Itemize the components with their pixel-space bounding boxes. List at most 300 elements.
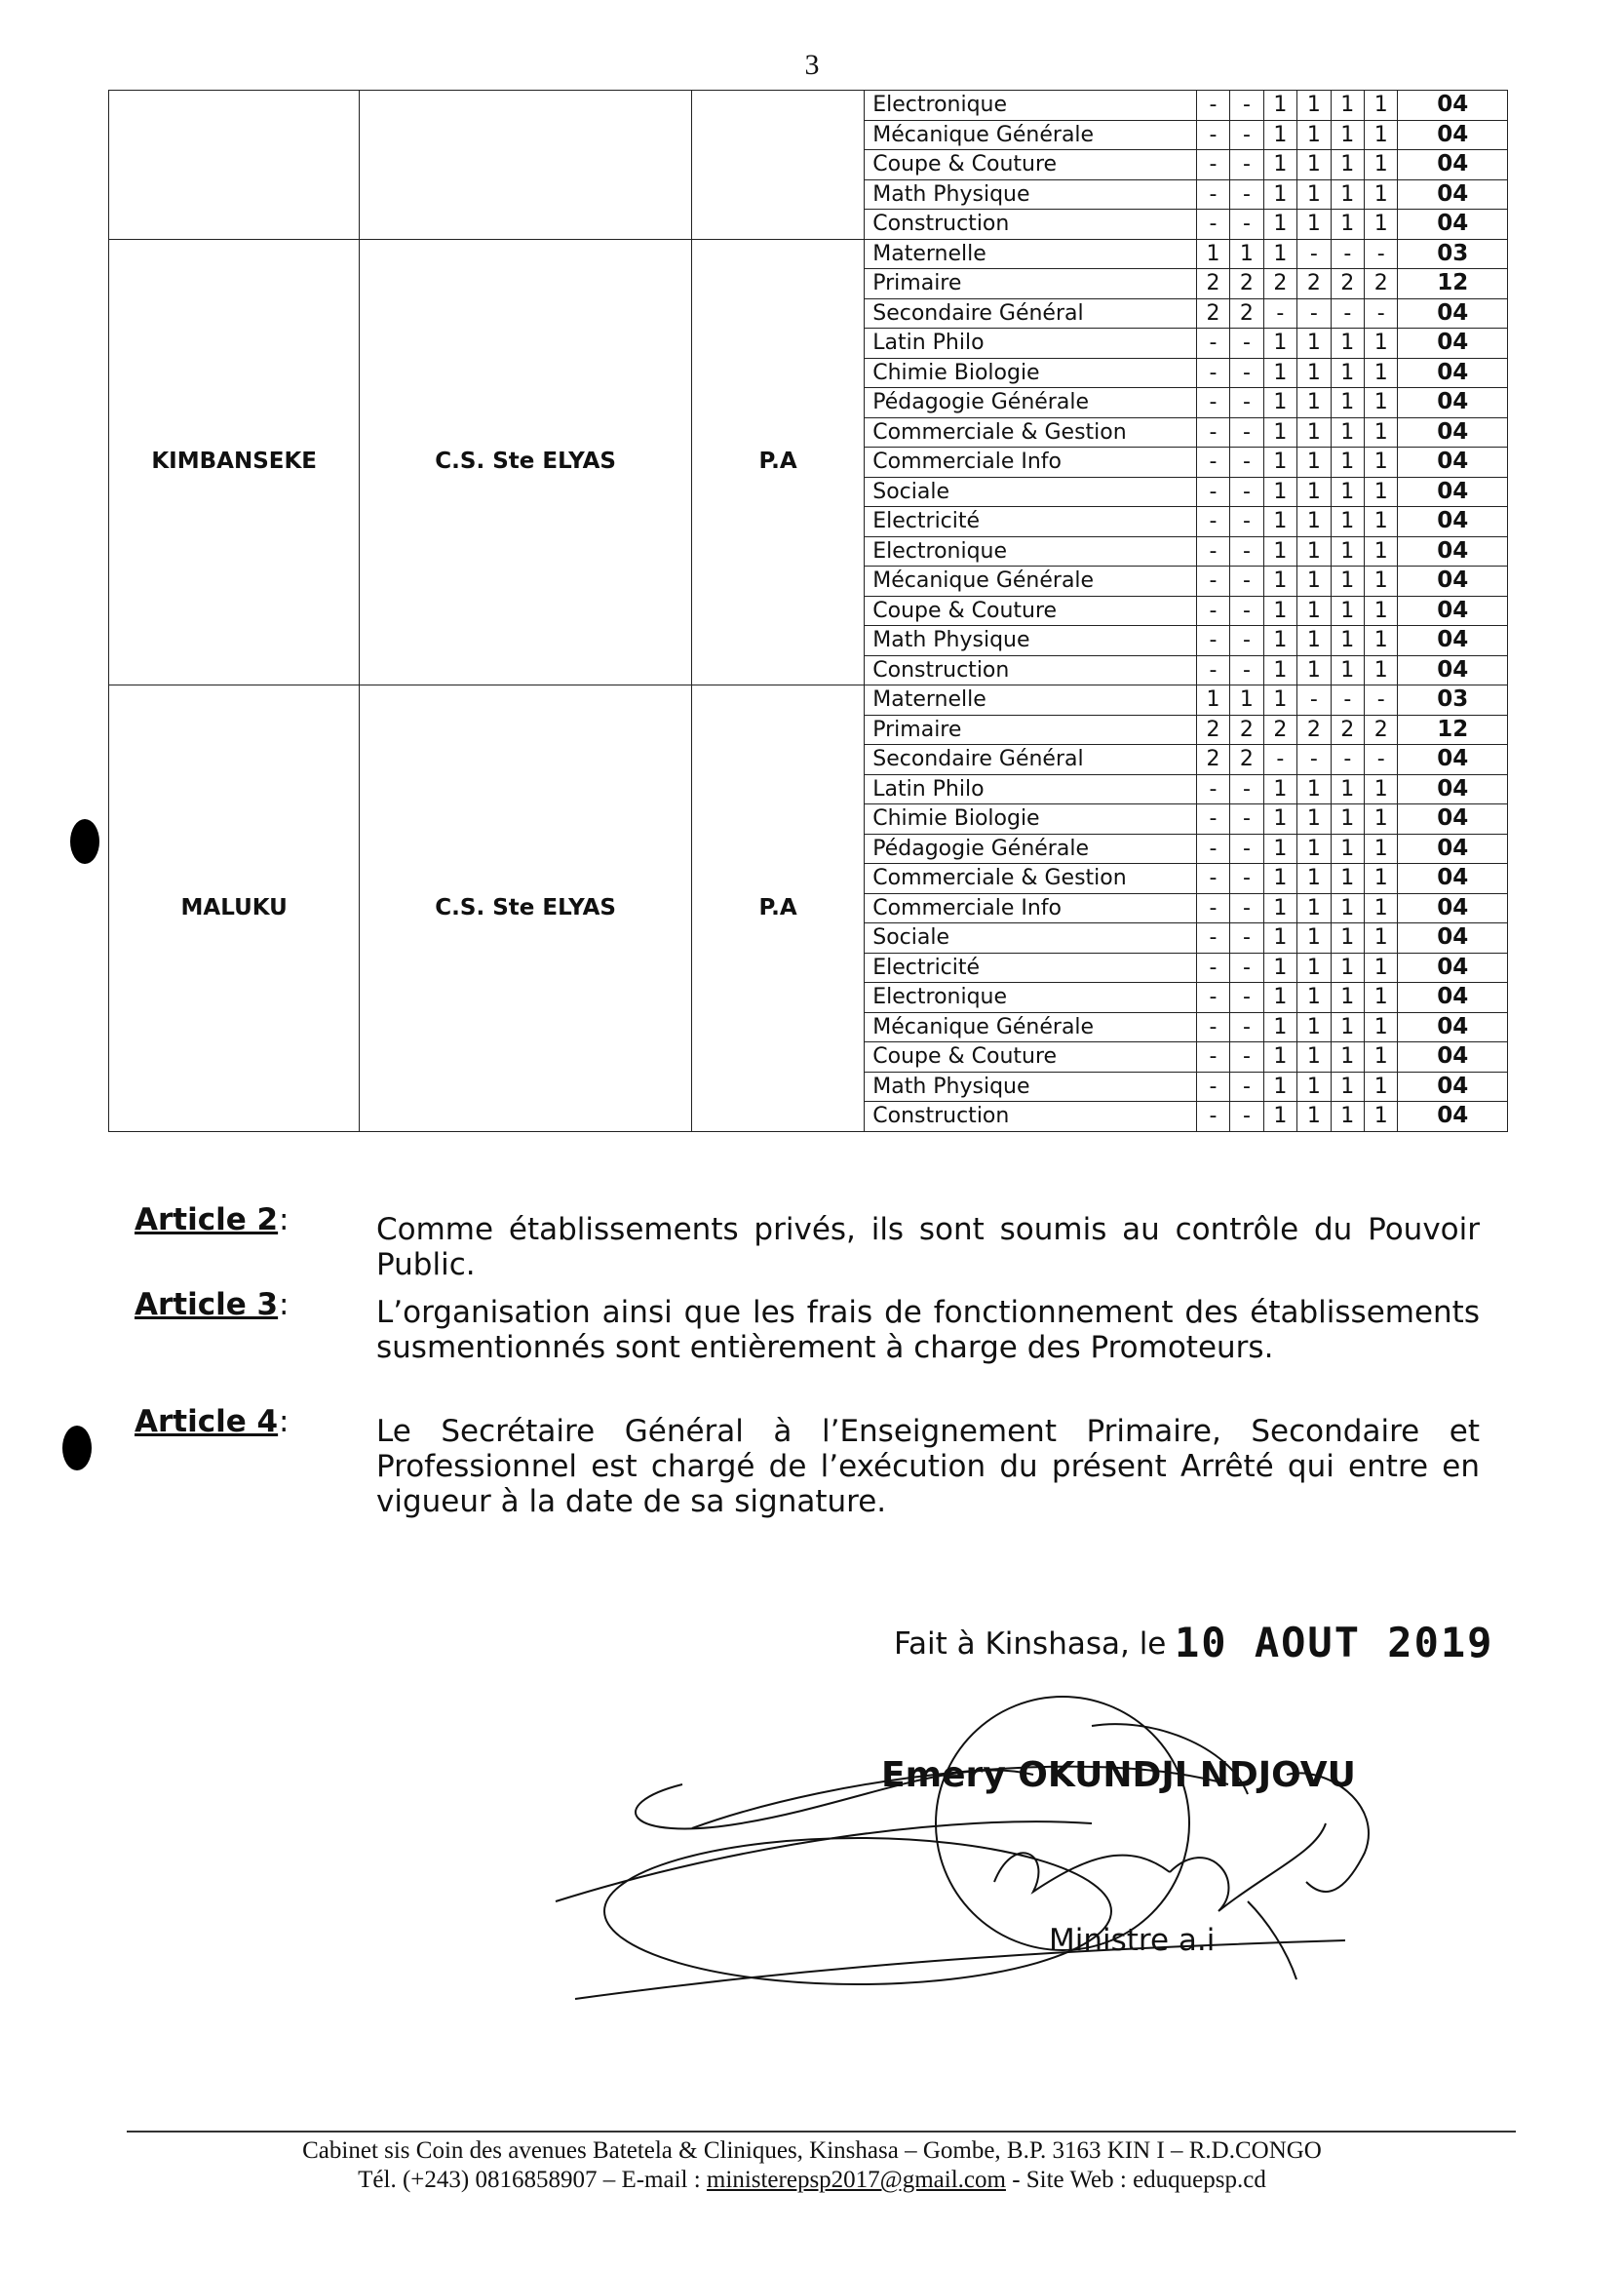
total-cell: 04: [1398, 1012, 1508, 1042]
class-count-cell: 1: [1365, 804, 1398, 835]
class-count-cell: 1: [1297, 507, 1331, 537]
class-count-cell: -: [1196, 358, 1229, 388]
class-count-cell: -: [1196, 596, 1229, 626]
class-count-cell: 1: [1365, 596, 1398, 626]
class-count-cell: -: [1365, 298, 1398, 329]
class-count-cell: -: [1196, 388, 1229, 418]
class-count-cell: 1: [1331, 864, 1364, 894]
class-count-cell: 1: [1365, 417, 1398, 448]
class-count-cell: -: [1196, 536, 1229, 567]
class-count-cell: 1: [1196, 239, 1229, 269]
class-count-cell: 1: [1331, 596, 1364, 626]
class-count-cell: 1: [1365, 477, 1398, 507]
class-count-cell: -: [1365, 745, 1398, 775]
class-count-cell: -: [1196, 507, 1229, 537]
class-count-cell: -: [1230, 388, 1263, 418]
class-count-cell: 1: [1297, 329, 1331, 359]
class-count-cell: 1: [1331, 774, 1364, 804]
class-count-cell: 1: [1297, 655, 1331, 685]
class-count-cell: 1: [1365, 567, 1398, 597]
class-count-cell: -: [1297, 239, 1331, 269]
class-count-cell: -: [1230, 448, 1263, 478]
total-cell: 04: [1398, 507, 1508, 537]
total-cell: 04: [1398, 893, 1508, 923]
class-count-cell: 2: [1230, 715, 1263, 745]
regime-cell: [691, 91, 864, 240]
class-count-cell: 1: [1263, 179, 1296, 210]
class-count-cell: 1: [1365, 953, 1398, 983]
option-cell: Mécanique Générale: [865, 1012, 1197, 1042]
punch-hole: [62, 1426, 92, 1470]
class-count-cell: -: [1230, 1012, 1263, 1042]
class-count-cell: 1: [1263, 477, 1296, 507]
class-count-cell: 1: [1263, 120, 1296, 150]
class-count-cell: -: [1196, 417, 1229, 448]
total-cell: 04: [1398, 745, 1508, 775]
class-count-cell: 1: [1263, 239, 1296, 269]
footer-email-link[interactable]: ministerepsp2017@gmail.com: [706, 2167, 1006, 2193]
class-count-cell: -: [1230, 596, 1263, 626]
total-cell: 04: [1398, 834, 1508, 864]
class-count-cell: 1: [1331, 1102, 1364, 1132]
class-count-cell: 1: [1365, 507, 1398, 537]
total-cell: 04: [1398, 536, 1508, 567]
class-count-cell: 1: [1365, 1072, 1398, 1102]
class-count-cell: 1: [1365, 774, 1398, 804]
class-count-cell: 1: [1263, 417, 1296, 448]
total-cell: 03: [1398, 685, 1508, 716]
class-count-cell: 1: [1331, 150, 1364, 180]
option-cell: Commerciale & Gestion: [865, 864, 1197, 894]
total-cell: 04: [1398, 655, 1508, 685]
class-count-cell: -: [1196, 477, 1229, 507]
class-count-cell: 1: [1263, 1102, 1296, 1132]
footer-contact: [0, 2167, 1624, 2194]
class-count-cell: 1: [1263, 953, 1296, 983]
class-count-cell: -: [1230, 983, 1263, 1013]
option-cell: Secondaire Général: [865, 745, 1197, 775]
class-count-cell: 1: [1297, 567, 1331, 597]
class-count-cell: 1: [1331, 120, 1364, 150]
option-cell: Chimie Biologie: [865, 804, 1197, 835]
class-count-cell: -: [1230, 626, 1263, 656]
class-count-cell: -: [1230, 507, 1263, 537]
total-cell: 04: [1398, 448, 1508, 478]
class-count-cell: 1: [1297, 120, 1331, 150]
class-count-cell: 1: [1331, 417, 1364, 448]
class-count-cell: 1: [1297, 774, 1331, 804]
class-count-cell: 2: [1230, 298, 1263, 329]
class-count-cell: 1: [1331, 1012, 1364, 1042]
class-count-cell: 1: [1196, 685, 1229, 716]
class-count-cell: 1: [1365, 983, 1398, 1013]
class-count-cell: 1: [1263, 626, 1296, 656]
class-count-cell: -: [1196, 774, 1229, 804]
option-cell: Latin Philo: [865, 774, 1197, 804]
class-count-cell: -: [1230, 179, 1263, 210]
total-cell: 04: [1398, 210, 1508, 240]
class-count-cell: -: [1196, 567, 1229, 597]
option-cell: Coupe & Couture: [865, 150, 1197, 180]
class-count-cell: 1: [1331, 655, 1364, 685]
footer-address: Cabinet sis Coin des avenues Batetela & Cliniques, Kinshasa – Gombe, B.P. 3163 KIN I – R.D.CONGO: [302, 2137, 1322, 2164]
class-count-cell: 1: [1297, 834, 1331, 864]
class-count-cell: -: [1230, 834, 1263, 864]
class-count-cell: -: [1263, 745, 1296, 775]
class-count-cell: -: [1196, 834, 1229, 864]
class-count-cell: 1: [1365, 834, 1398, 864]
class-count-cell: 1: [1365, 150, 1398, 180]
class-count-cell: 1: [1297, 1102, 1331, 1132]
class-count-cell: -: [1196, 893, 1229, 923]
class-count-cell: -: [1230, 91, 1263, 121]
class-count-cell: 1: [1230, 685, 1263, 716]
class-count-cell: 1: [1263, 923, 1296, 954]
option-cell: Pédagogie Générale: [865, 388, 1197, 418]
class-count-cell: 1: [1297, 477, 1331, 507]
date-stamp: 10 AOUT 2019: [1175, 1619, 1494, 1666]
class-count-cell: -: [1230, 1042, 1263, 1073]
table-row: [109, 685, 1508, 716]
article-2-colon: :: [279, 1202, 290, 1237]
class-count-cell: 2: [1297, 715, 1331, 745]
class-count-cell: 1: [1263, 864, 1296, 894]
class-count-cell: -: [1230, 329, 1263, 359]
class-count-cell: 1: [1365, 1012, 1398, 1042]
option-cell: Construction: [865, 210, 1197, 240]
option-cell: Primaire: [865, 715, 1197, 745]
class-count-cell: 1: [1331, 1072, 1364, 1102]
class-count-cell: -: [1196, 150, 1229, 180]
class-count-cell: 1: [1297, 596, 1331, 626]
class-count-cell: 1: [1263, 536, 1296, 567]
class-count-cell: -: [1331, 239, 1364, 269]
class-count-cell: 1: [1331, 448, 1364, 478]
class-count-cell: -: [1297, 298, 1331, 329]
total-cell: 04: [1398, 923, 1508, 954]
page-number: 3: [804, 49, 820, 81]
article-3-label: Article 3: [135, 1287, 279, 1322]
option-cell: Commerciale Info: [865, 448, 1197, 478]
option-cell: Electricité: [865, 507, 1197, 537]
class-count-cell: -: [1196, 210, 1229, 240]
class-count-cell: -: [1365, 239, 1398, 269]
class-count-cell: 1: [1297, 626, 1331, 656]
option-cell: Construction: [865, 1102, 1197, 1132]
table-row: [109, 91, 1508, 121]
place-date: Fait à Kinshasa, le: [894, 1626, 1167, 1662]
class-count-cell: 1: [1263, 685, 1296, 716]
class-count-cell: -: [1230, 120, 1263, 150]
total-cell: 04: [1398, 388, 1508, 418]
class-count-cell: 1: [1365, 923, 1398, 954]
class-count-cell: 1: [1297, 448, 1331, 478]
class-count-cell: 1: [1297, 417, 1331, 448]
total-cell: 04: [1398, 567, 1508, 597]
total-cell: 04: [1398, 179, 1508, 210]
class-count-cell: 1: [1331, 923, 1364, 954]
class-count-cell: 1: [1297, 91, 1331, 121]
class-count-cell: 1: [1263, 329, 1296, 359]
class-count-cell: 1: [1365, 864, 1398, 894]
class-count-cell: -: [1196, 1042, 1229, 1073]
option-cell: Secondaire Général: [865, 298, 1197, 329]
class-count-cell: 1: [1365, 536, 1398, 567]
class-count-cell: 1: [1331, 477, 1364, 507]
option-cell: Math Physique: [865, 179, 1197, 210]
option-cell: Mécanique Générale: [865, 567, 1197, 597]
class-count-cell: 1: [1331, 1042, 1364, 1073]
class-count-cell: -: [1331, 745, 1364, 775]
total-cell: 04: [1398, 1072, 1508, 1102]
total-cell: 04: [1398, 596, 1508, 626]
option-cell: Commerciale Info: [865, 893, 1197, 923]
class-count-cell: -: [1196, 179, 1229, 210]
total-cell: 04: [1398, 120, 1508, 150]
class-count-cell: 1: [1297, 150, 1331, 180]
handwritten-signature: [546, 1658, 1462, 2028]
class-count-cell: -: [1297, 745, 1331, 775]
class-count-cell: 2: [1331, 269, 1364, 299]
class-count-cell: -: [1230, 567, 1263, 597]
option-cell: Sociale: [865, 477, 1197, 507]
total-cell: 04: [1398, 983, 1508, 1013]
footer-website: - Site Web : eduquepsp.cd: [1005, 2167, 1266, 2193]
class-count-cell: 1: [1365, 179, 1398, 210]
class-count-cell: 1: [1297, 358, 1331, 388]
school-cell: C.S. Ste ELYAS: [360, 685, 692, 1132]
class-count-cell: 1: [1331, 536, 1364, 567]
district-cell: MALUKU: [109, 685, 360, 1132]
option-cell: Math Physique: [865, 626, 1197, 656]
class-count-cell: 2: [1365, 715, 1398, 745]
school-cell: [360, 91, 692, 240]
option-cell: Pédagogie Générale: [865, 834, 1197, 864]
class-count-cell: 1: [1263, 1042, 1296, 1073]
class-count-cell: 1: [1263, 150, 1296, 180]
class-count-cell: -: [1230, 150, 1263, 180]
option-cell: Primaire: [865, 269, 1197, 299]
option-cell: Commerciale & Gestion: [865, 417, 1197, 448]
district-cell: KIMBANSEKE: [109, 239, 360, 685]
total-cell: 12: [1398, 269, 1508, 299]
class-count-cell: -: [1230, 417, 1263, 448]
class-count-cell: 1: [1365, 358, 1398, 388]
class-count-cell: -: [1230, 923, 1263, 954]
class-count-cell: -: [1230, 893, 1263, 923]
total-cell: 04: [1398, 298, 1508, 329]
option-cell: Mécanique Générale: [865, 120, 1197, 150]
class-count-cell: 1: [1263, 893, 1296, 923]
footer-divider: [127, 2131, 1516, 2133]
class-count-cell: -: [1196, 91, 1229, 121]
class-count-cell: -: [1230, 804, 1263, 835]
class-count-cell: 1: [1331, 893, 1364, 923]
class-count-cell: -: [1230, 864, 1263, 894]
class-count-cell: 2: [1263, 269, 1296, 299]
class-count-cell: 1: [1297, 804, 1331, 835]
class-count-cell: 1: [1263, 91, 1296, 121]
total-cell: 04: [1398, 1102, 1508, 1132]
total-cell: 04: [1398, 329, 1508, 359]
option-cell: Latin Philo: [865, 329, 1197, 359]
class-count-cell: 1: [1365, 626, 1398, 656]
signatory-title: Ministre a.i: [1049, 1923, 1216, 1958]
class-count-cell: 1: [1365, 120, 1398, 150]
district-cell: [109, 91, 360, 240]
class-count-cell: 1: [1297, 864, 1331, 894]
class-count-cell: 1: [1297, 983, 1331, 1013]
class-count-cell: 1: [1263, 567, 1296, 597]
class-count-cell: 1: [1331, 388, 1364, 418]
option-cell: Construction: [865, 655, 1197, 685]
class-count-cell: -: [1230, 774, 1263, 804]
option-cell: Electronique: [865, 536, 1197, 567]
class-count-cell: -: [1230, 477, 1263, 507]
class-count-cell: 1: [1297, 893, 1331, 923]
class-count-cell: -: [1365, 685, 1398, 716]
class-count-cell: 1: [1263, 983, 1296, 1013]
option-cell: Maternelle: [865, 239, 1197, 269]
article-2-text: Comme établissements privés, ils sont soumis au contrôle du Pouvoir Public.: [376, 1212, 1480, 1282]
class-count-cell: 1: [1331, 983, 1364, 1013]
class-count-cell: 2: [1230, 745, 1263, 775]
class-count-cell: 1: [1230, 239, 1263, 269]
class-count-cell: -: [1196, 655, 1229, 685]
regime-cell: P.A: [691, 685, 864, 1132]
class-count-cell: 1: [1263, 1072, 1296, 1102]
class-count-cell: -: [1196, 1102, 1229, 1132]
class-count-cell: 2: [1263, 715, 1296, 745]
table-body: [109, 91, 1508, 1132]
class-count-cell: 1: [1365, 329, 1398, 359]
class-count-cell: -: [1230, 210, 1263, 240]
class-count-cell: 1: [1331, 210, 1364, 240]
class-count-cell: 1: [1263, 448, 1296, 478]
option-cell: Electricité: [865, 953, 1197, 983]
class-count-cell: -: [1230, 1102, 1263, 1132]
class-count-cell: 1: [1263, 210, 1296, 240]
total-cell: 04: [1398, 626, 1508, 656]
class-count-cell: 2: [1365, 269, 1398, 299]
class-count-cell: -: [1230, 953, 1263, 983]
class-count-cell: 1: [1263, 1012, 1296, 1042]
class-count-cell: -: [1196, 120, 1229, 150]
total-cell: 04: [1398, 358, 1508, 388]
class-count-cell: 2: [1196, 298, 1229, 329]
class-count-cell: 1: [1263, 804, 1296, 835]
class-count-cell: 2: [1331, 715, 1364, 745]
class-count-cell: -: [1196, 626, 1229, 656]
total-cell: 04: [1398, 477, 1508, 507]
class-count-cell: -: [1196, 923, 1229, 954]
punch-hole: [70, 819, 99, 864]
class-count-cell: 2: [1297, 269, 1331, 299]
class-count-cell: -: [1230, 1072, 1263, 1102]
class-count-cell: -: [1196, 1012, 1229, 1042]
class-count-cell: 1: [1263, 358, 1296, 388]
article-4-text: Le Secrétaire Général à l’Enseignement Primaire, Secondaire et Professionnel est chargé de l’exécution du présent Arrêté qui entre en vigueur à la date de sa signature.: [376, 1414, 1480, 1519]
class-count-cell: 1: [1297, 953, 1331, 983]
article-4-label: Article 4: [135, 1404, 279, 1439]
class-count-cell: 1: [1297, 1072, 1331, 1102]
table-row: [109, 239, 1508, 269]
total-cell: 12: [1398, 715, 1508, 745]
class-count-cell: 1: [1331, 567, 1364, 597]
class-count-cell: 1: [1331, 953, 1364, 983]
class-count-cell: 1: [1365, 893, 1398, 923]
signatory-name: Emery OKUNDJI NDJOVU: [881, 1755, 1356, 1795]
class-count-cell: 2: [1196, 745, 1229, 775]
school-cell: C.S. Ste ELYAS: [360, 239, 692, 685]
class-count-cell: 2: [1230, 269, 1263, 299]
total-cell: 03: [1398, 239, 1508, 269]
class-count-cell: 1: [1297, 923, 1331, 954]
class-count-cell: 2: [1196, 715, 1229, 745]
class-count-cell: -: [1196, 804, 1229, 835]
total-cell: 04: [1398, 774, 1508, 804]
class-count-cell: 1: [1297, 388, 1331, 418]
class-count-cell: 1: [1263, 834, 1296, 864]
school-options-table: [108, 90, 1508, 1132]
class-count-cell: 1: [1331, 179, 1364, 210]
class-count-cell: 1: [1331, 507, 1364, 537]
option-cell: Math Physique: [865, 1072, 1197, 1102]
total-cell: 04: [1398, 91, 1508, 121]
class-count-cell: 1: [1365, 655, 1398, 685]
article-4-colon: :: [279, 1404, 290, 1439]
class-count-cell: -: [1230, 358, 1263, 388]
class-count-cell: -: [1331, 685, 1364, 716]
class-count-cell: 1: [1331, 329, 1364, 359]
article-3-text: L’organisation ainsi que les frais de fonctionnement des établissements susmentionnés sont entièrement à charge des Promoteurs.: [376, 1295, 1480, 1365]
option-cell: Coupe & Couture: [865, 596, 1197, 626]
class-count-cell: 1: [1365, 1042, 1398, 1073]
class-count-cell: 1: [1331, 804, 1364, 835]
class-count-cell: 1: [1263, 655, 1296, 685]
class-count-cell: 2: [1196, 269, 1229, 299]
class-count-cell: -: [1230, 536, 1263, 567]
option-cell: Coupe & Couture: [865, 1042, 1197, 1073]
class-count-cell: 1: [1263, 774, 1296, 804]
class-count-cell: -: [1196, 329, 1229, 359]
article-3-colon: :: [279, 1287, 290, 1322]
total-cell: 04: [1398, 417, 1508, 448]
class-count-cell: 1: [1263, 507, 1296, 537]
class-count-cell: 1: [1297, 1012, 1331, 1042]
option-cell: Chimie Biologie: [865, 358, 1197, 388]
class-count-cell: 1: [1365, 448, 1398, 478]
class-count-cell: 1: [1297, 179, 1331, 210]
class-count-cell: -: [1230, 655, 1263, 685]
class-count-cell: 1: [1365, 210, 1398, 240]
class-count-cell: 1: [1297, 536, 1331, 567]
option-cell: Sociale: [865, 923, 1197, 954]
class-count-cell: 1: [1365, 1102, 1398, 1132]
class-count-cell: -: [1297, 685, 1331, 716]
class-count-cell: 1: [1263, 388, 1296, 418]
total-cell: 04: [1398, 864, 1508, 894]
class-count-cell: 1: [1331, 91, 1364, 121]
footer-phone: Tél. (+243) 0816858907 – E-mail :: [358, 2167, 707, 2193]
total-cell: 04: [1398, 953, 1508, 983]
total-cell: 04: [1398, 804, 1508, 835]
class-count-cell: -: [1196, 983, 1229, 1013]
class-count-cell: 1: [1263, 596, 1296, 626]
regime-cell: P.A: [691, 239, 864, 685]
class-count-cell: 1: [1331, 358, 1364, 388]
total-cell: 04: [1398, 1042, 1508, 1073]
